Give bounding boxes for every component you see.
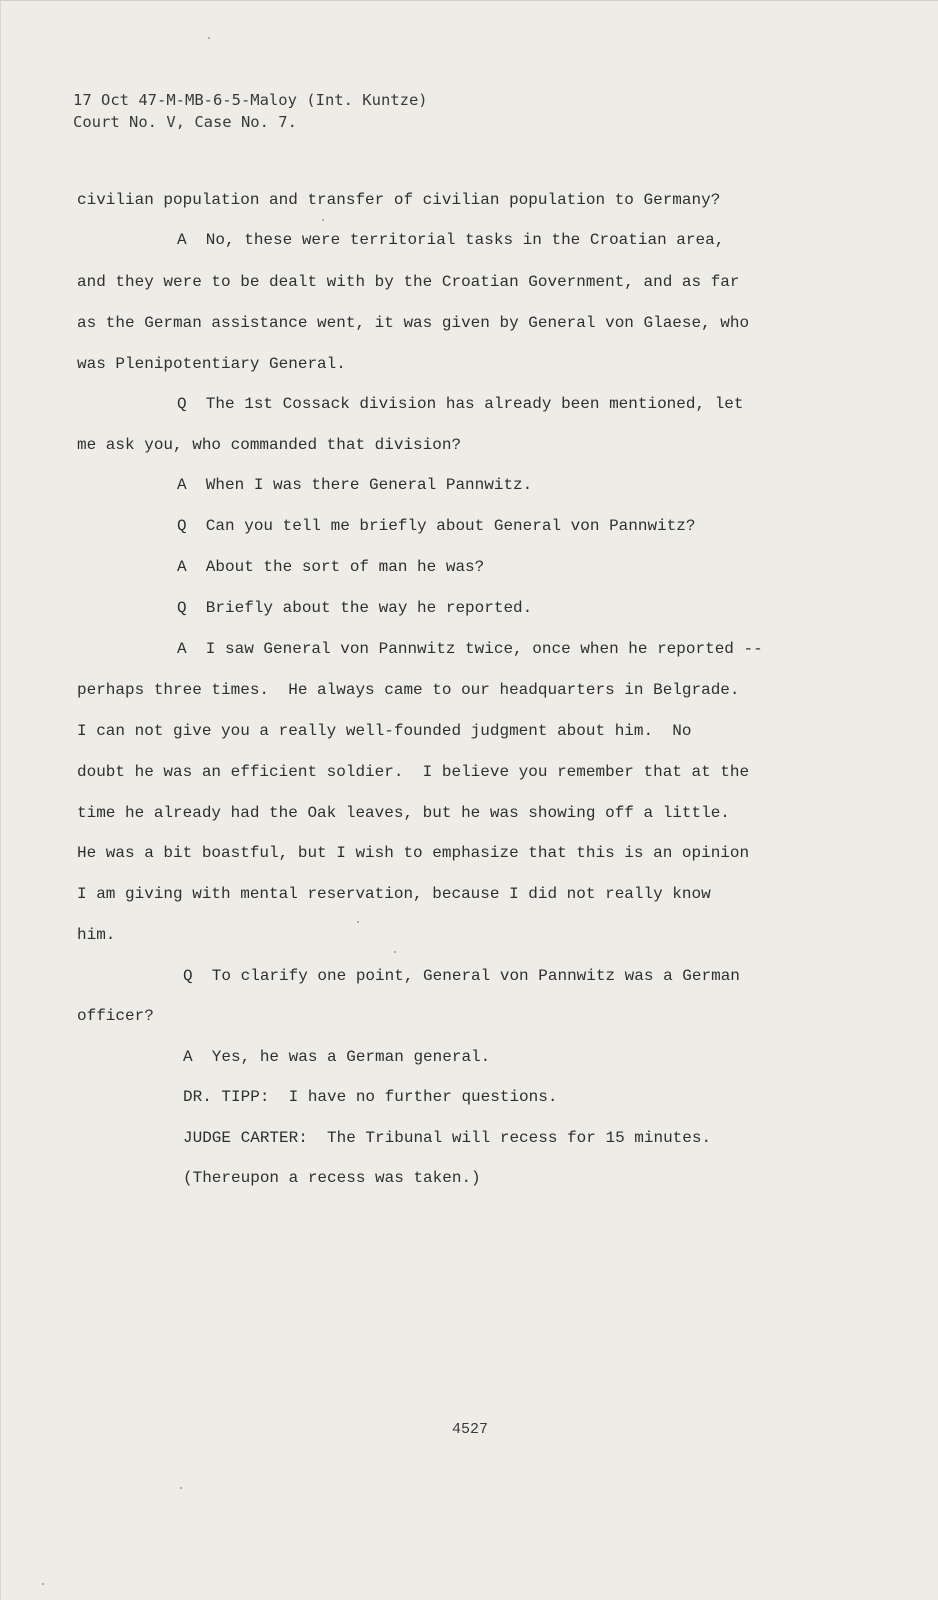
transcript-line: He was a bit boastful, but I wish to emphasize that this is an opinion bbox=[77, 844, 750, 862]
transcript-question: Q Can you tell me briefly about General von Pannwitz? bbox=[177, 517, 696, 535]
paper-speck bbox=[208, 37, 210, 39]
transcript-line: doubt he was an efficient soldier. I believe you remember that at the bbox=[77, 763, 750, 781]
transcript-question: Q Briefly about the way he reported. bbox=[177, 599, 533, 617]
header-date-line: 17 Oct 47-M-MB-6-5-Maloy (Int. Kuntze) bbox=[73, 91, 428, 109]
transcript-answer: A Yes, he was a German general. bbox=[183, 1048, 491, 1066]
paper-speck bbox=[42, 1583, 44, 1585]
paper-speck bbox=[394, 951, 396, 953]
transcript-answer: A No, these were territorial tasks in the Croatian area, bbox=[177, 231, 725, 249]
transcript-speaker-line: JUDGE CARTER: The Tribunal will recess for 15 minutes. bbox=[183, 1129, 712, 1147]
transcript-line: him. bbox=[77, 926, 116, 944]
transcript-line: me ask you, who commanded that division? bbox=[77, 436, 462, 454]
paper-speck bbox=[322, 219, 324, 221]
transcript-line: I am giving with mental reservation, because I did not really know bbox=[77, 885, 711, 903]
transcript-line: time he already had the Oak leaves, but he was showing off a little. bbox=[77, 804, 730, 822]
document-header bbox=[73, 89, 428, 133]
transcript-question: Q To clarify one point, General von Pannwitz was a German bbox=[183, 967, 740, 985]
transcript-answer: A When I was there General Pannwitz. bbox=[177, 476, 533, 494]
transcript-line: and they were to be dealt with by the Croatian Government, and as far bbox=[77, 273, 740, 291]
transcript-answer: A About the sort of man he was? bbox=[177, 558, 485, 576]
paper-speck bbox=[180, 1487, 182, 1489]
transcript-speaker-line: DR. TIPP: I have no further questions. bbox=[183, 1088, 558, 1106]
transcript-answer: A I saw General von Pannwitz twice, once when he reported -- bbox=[177, 640, 763, 658]
paper-speck bbox=[357, 921, 359, 923]
transcript-line: perhaps three times. He always came to our headquarters in Belgrade. bbox=[77, 681, 740, 699]
page-number: 4527 bbox=[451, 1421, 488, 1438]
transcript-line: was Plenipotentiary General. bbox=[77, 355, 346, 373]
transcript-line: officer? bbox=[77, 1007, 154, 1025]
transcript-question: Q The 1st Cossack division has already been mentioned, let bbox=[177, 395, 744, 413]
transcript-note: (Thereupon a recess was taken.) bbox=[183, 1169, 481, 1187]
transcript-line: civilian population and transfer of civilian population to Germany? bbox=[77, 191, 721, 209]
transcript-line: as the German assistance went, it was given by General von Glaese, who bbox=[77, 314, 750, 332]
header-court-line: Court No. V, Case No. 7. bbox=[73, 113, 297, 131]
transcript-line: I can not give you a really well-founded judgment about him. No bbox=[77, 722, 692, 740]
